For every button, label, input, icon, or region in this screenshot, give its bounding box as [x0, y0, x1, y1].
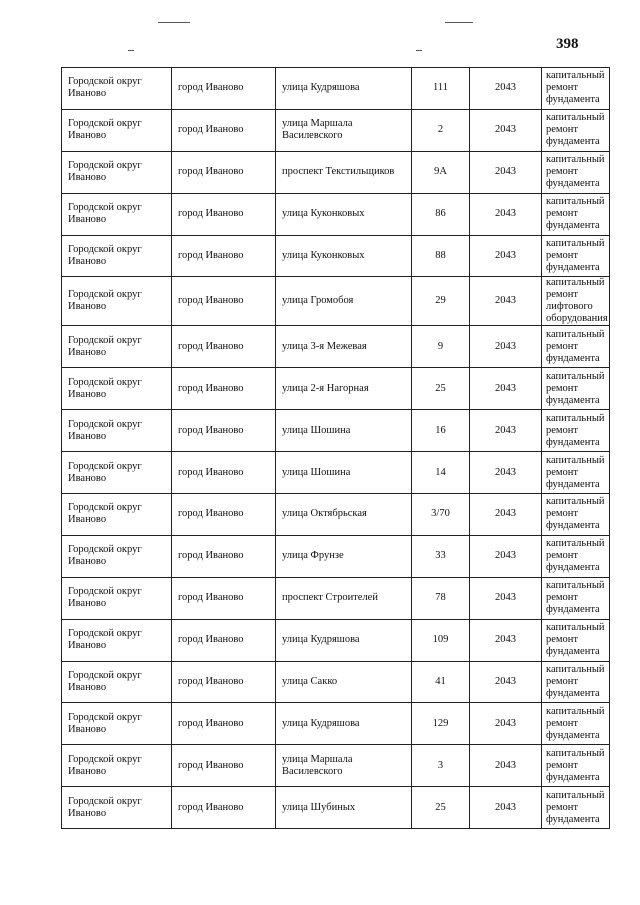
year-cell: 2043	[470, 703, 542, 745]
street-cell: улица Шошина	[276, 452, 412, 494]
municipality-cell: Городской округ Иваново	[62, 109, 172, 151]
work-type-cell: капитальный ремонт фундамента	[542, 193, 610, 235]
house-number-cell: 33	[412, 535, 470, 577]
work-type-cell: капитальный ремонт фундамента	[542, 661, 610, 703]
settlement-cell: город Иваново	[172, 619, 276, 661]
house-number-cell: 86	[412, 193, 470, 235]
work-type-cell: капитальный ремонт фундамента	[542, 577, 610, 619]
street-cell: проспект Текстильщиков	[276, 151, 412, 193]
house-number-cell: 78	[412, 577, 470, 619]
work-type-cell: капитальный ремонт фундамента	[542, 68, 610, 110]
work-type-cell: капитальный ремонт фундамента	[542, 368, 610, 410]
settlement-cell: город Иваново	[172, 787, 276, 829]
settlement-cell: город Иваново	[172, 109, 276, 151]
work-type-cell: капитальный ремонт фундамента	[542, 410, 610, 452]
work-type-cell: капитальный ремонт фундамента	[542, 787, 610, 829]
street-cell: улица Кудряшова	[276, 619, 412, 661]
table-row	[62, 193, 610, 235]
house-number-cell: 111	[412, 68, 470, 110]
table-row	[62, 577, 610, 619]
street-cell: улица Куконковых	[276, 193, 412, 235]
house-number-cell: 88	[412, 235, 470, 277]
work-type-cell: капитальный ремонт фундамента	[542, 326, 610, 368]
municipality-cell: Городской округ Иваново	[62, 410, 172, 452]
year-cell: 2043	[470, 235, 542, 277]
municipality-cell: Городской округ Иваново	[62, 193, 172, 235]
house-number-cell: 2	[412, 109, 470, 151]
house-number-cell: 41	[412, 661, 470, 703]
year-cell: 2043	[470, 193, 542, 235]
settlement-cell: город Иваново	[172, 151, 276, 193]
settlement-cell: город Иваново	[172, 68, 276, 110]
year-cell: 2043	[470, 577, 542, 619]
year-cell: 2043	[470, 410, 542, 452]
table-row	[62, 326, 610, 368]
municipality-cell: Городской округ Иваново	[62, 535, 172, 577]
year-cell: 2043	[470, 661, 542, 703]
settlement-cell: город Иваново	[172, 535, 276, 577]
year-cell: 2043	[470, 787, 542, 829]
year-cell: 2043	[470, 326, 542, 368]
table-row	[62, 745, 610, 787]
year-cell: 2043	[470, 535, 542, 577]
scan-artifact-line	[416, 50, 422, 51]
table-row	[62, 787, 610, 829]
municipality-cell: Городской округ Иваново	[62, 68, 172, 110]
settlement-cell: город Иваново	[172, 745, 276, 787]
year-cell: 2043	[470, 745, 542, 787]
table-row	[62, 494, 610, 536]
municipality-cell: Городской округ Иваново	[62, 661, 172, 703]
street-cell: улица Куконковых	[276, 235, 412, 277]
street-cell: улица Кудряшова	[276, 68, 412, 110]
year-cell: 2043	[470, 151, 542, 193]
house-number-cell: 25	[412, 368, 470, 410]
house-number-cell: 3/70	[412, 494, 470, 536]
settlement-cell: город Иваново	[172, 494, 276, 536]
street-cell: улица Громобоя	[276, 277, 412, 326]
municipality-cell: Городской округ Иваново	[62, 277, 172, 326]
year-cell: 2043	[470, 452, 542, 494]
table-row	[62, 151, 610, 193]
house-number-cell: 14	[412, 452, 470, 494]
scan-artifact-line	[128, 50, 134, 51]
street-cell: улица Шошина	[276, 410, 412, 452]
table-row	[62, 235, 610, 277]
municipality-cell: Городской округ Иваново	[62, 745, 172, 787]
street-cell: улица 2-я Нагорная	[276, 368, 412, 410]
settlement-cell: город Иваново	[172, 452, 276, 494]
table-row	[62, 452, 610, 494]
settlement-cell: город Иваново	[172, 277, 276, 326]
house-number-cell: 3	[412, 745, 470, 787]
work-type-cell: капитальный ремонт фундамента	[542, 109, 610, 151]
house-number-cell: 9	[412, 326, 470, 368]
settlement-cell: город Иваново	[172, 661, 276, 703]
work-type-cell: капитальный ремонт фундамента	[542, 151, 610, 193]
house-number-cell: 25	[412, 787, 470, 829]
house-number-cell: 29	[412, 277, 470, 326]
street-cell: улица Маршала Василевского	[276, 745, 412, 787]
year-cell: 2043	[470, 109, 542, 151]
scan-artifact-line	[445, 22, 473, 23]
settlement-cell: город Иваново	[172, 577, 276, 619]
municipality-cell: Городской округ Иваново	[62, 787, 172, 829]
table-row	[62, 703, 610, 745]
house-number-cell: 9А	[412, 151, 470, 193]
year-cell: 2043	[470, 68, 542, 110]
year-cell: 2043	[470, 368, 542, 410]
municipality-cell: Городской округ Иваново	[62, 326, 172, 368]
street-cell: улица Кудряшова	[276, 703, 412, 745]
municipality-cell: Городской округ Иваново	[62, 235, 172, 277]
municipality-cell: Городской округ Иваново	[62, 452, 172, 494]
work-type-cell: капитальный ремонт фундамента	[542, 235, 610, 277]
municipality-cell: Городской округ Иваново	[62, 368, 172, 410]
work-type-cell: капитальный ремонт фундамента	[542, 452, 610, 494]
table-row	[62, 277, 610, 326]
street-cell: улица Октябрьская	[276, 494, 412, 536]
settlement-cell: город Иваново	[172, 703, 276, 745]
year-cell: 2043	[470, 277, 542, 326]
street-cell: улица Шубиных	[276, 787, 412, 829]
work-type-cell: капитальный ремонт фундамента	[542, 703, 610, 745]
settlement-cell: город Иваново	[172, 235, 276, 277]
work-type-cell: капитальный ремонт фундамента	[542, 494, 610, 536]
municipality-cell: Городской округ Иваново	[62, 619, 172, 661]
repair-schedule-table	[61, 67, 610, 829]
street-cell: улица Фрунзе	[276, 535, 412, 577]
page-number: 398	[556, 36, 579, 52]
table-row	[62, 68, 610, 110]
scan-artifact-line	[158, 22, 190, 23]
municipality-cell: Городской округ Иваново	[62, 151, 172, 193]
settlement-cell: город Иваново	[172, 410, 276, 452]
year-cell: 2043	[470, 494, 542, 536]
street-cell: улица 3-я Межевая	[276, 326, 412, 368]
street-cell: улица Сакко	[276, 661, 412, 703]
street-cell: улица Маршала Василевского	[276, 109, 412, 151]
settlement-cell: город Иваново	[172, 193, 276, 235]
table-row	[62, 619, 610, 661]
street-cell: проспект Строителей	[276, 577, 412, 619]
year-cell: 2043	[470, 619, 542, 661]
table-row	[62, 410, 610, 452]
table-row	[62, 368, 610, 410]
table-row	[62, 535, 610, 577]
house-number-cell: 109	[412, 619, 470, 661]
table-body	[62, 68, 610, 829]
settlement-cell: город Иваново	[172, 368, 276, 410]
table-row	[62, 661, 610, 703]
work-type-cell: капитальный ремонт фундамента	[542, 619, 610, 661]
settlement-cell: город Иваново	[172, 326, 276, 368]
work-type-cell: капитальный ремонт лифтового оборудования	[542, 277, 610, 326]
table-row	[62, 109, 610, 151]
municipality-cell: Городской округ Иваново	[62, 577, 172, 619]
house-number-cell: 129	[412, 703, 470, 745]
municipality-cell: Городской округ Иваново	[62, 494, 172, 536]
house-number-cell: 16	[412, 410, 470, 452]
municipality-cell: Городской округ Иваново	[62, 703, 172, 745]
work-type-cell: капитальный ремонт фундамента	[542, 745, 610, 787]
work-type-cell: капитальный ремонт фундамента	[542, 535, 610, 577]
